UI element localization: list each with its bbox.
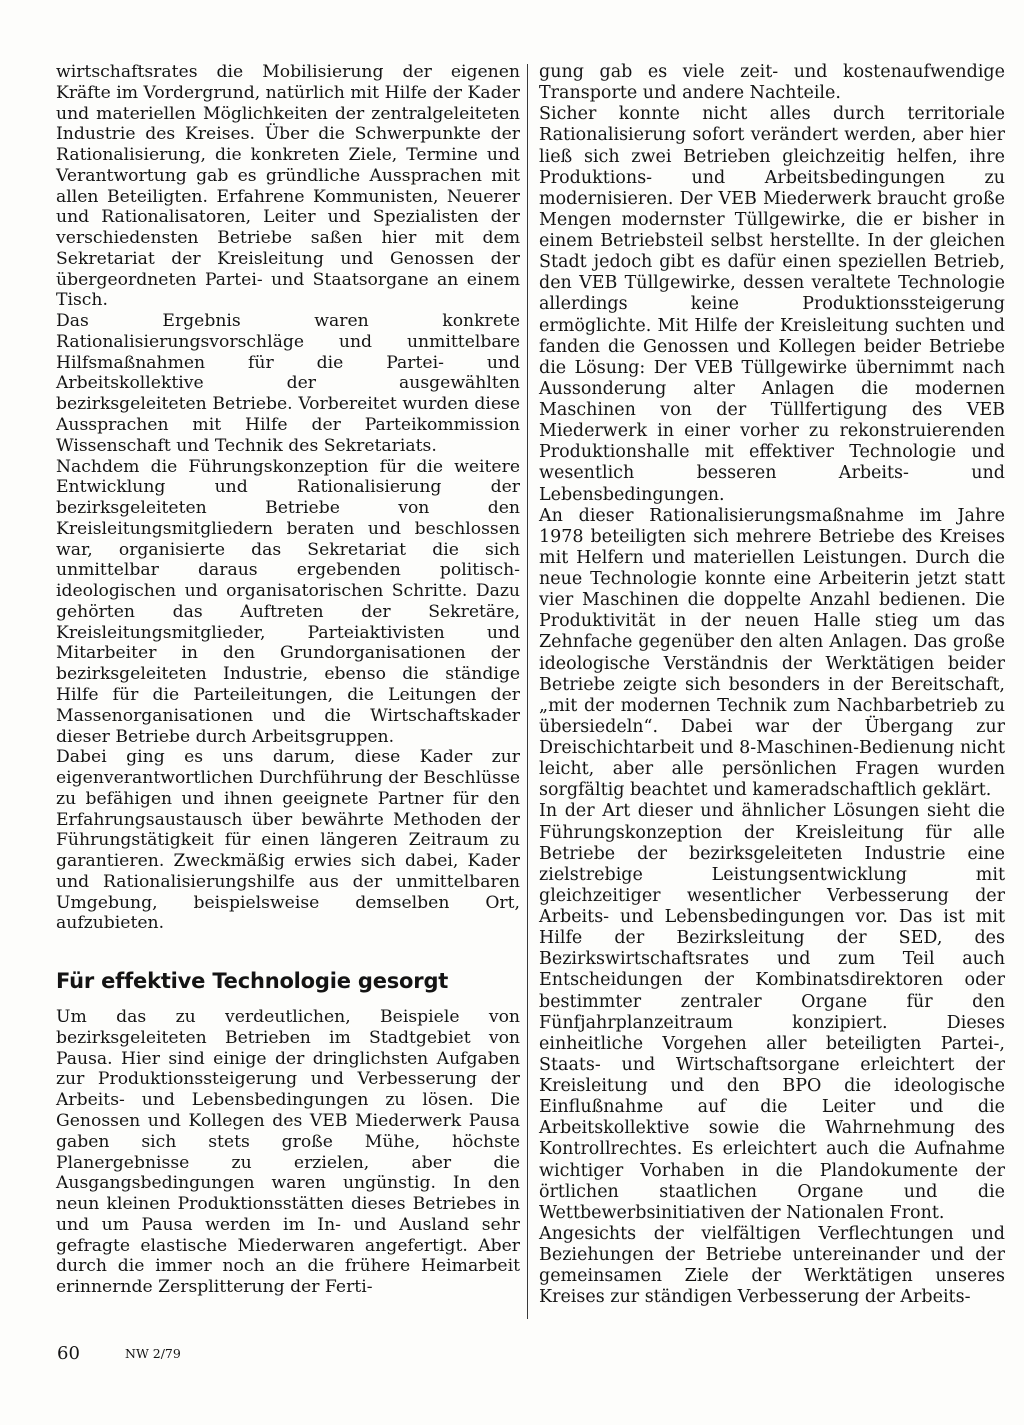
section-heading: Für effektive Technologie gesorgt [56, 969, 449, 994]
paragraph: Angesichts der vielfältigen Verflechtungen und Beziehungen der Betriebe untereinander und der gemeinsamen Ziele der Werktätigen unseres Kreises zur ständigen Verbesserung der Arbeits- [539, 1223, 1005, 1308]
paragraph: gung gab es viele zeit- und kostenaufwendige Transporte und andere Nachteile. [539, 62, 1005, 104]
paragraph: Nachdem die Führungskonzeption für die weitere Entwicklung und Rationalisierung der bezirksgeleiteten Betriebe von den Kreisleitungsmitgliedern beraten und beschlossen war, organisierte das Sekretariat die sich unmittelbar daraus ergebenden politisch-ideologischen und organisatorischen Schritte. Dazu gehörten das Auftreten der Sekretäre, Kreisleitungsmitglieder, Parteiaktivisten und Mitarbeiter in den Grundorganisationen der bezirksgeleiteten Industrie, ebenso die ständige Hilfe für die Parteileitungen, die Leitungen der Massenorganisationen und die Wirtschaftskader dieser Betriebe durch Arbeitsgruppen. [56, 456, 520, 747]
page-number: 60 [57, 1343, 80, 1364]
paragraph: Das Ergebnis waren konkrete Rationalisierungsvorschläge und unmittelbare Hilfsmaßnahmen für die Partei- und Arbeitskollektive der ausgewählten bezirksgeleiteten Betriebe. Vorbereitet wurden diese Aussprachen mit Hilfe der Parteikommission Wissenschaft und Technik des Sekretariats. [56, 311, 520, 456]
paragraph: wirtschaftsrates die Mobilisierung der eigenen Kräfte im Vordergrund, natürlich mit Hilfe der Kader und materiellen Möglichkeiten der zentralgeleiteten Industrie des Kreises. Über die Schwerpunkte der Rationalisierung, die konkreten Ziele, Termine und Verantwortung gab es gründliche Aussprachen mit allen Beteiligten. Erfahrene Kommunisten, Neuerer und Rationalisatoren, Leiter und Spezialisten der verschiedensten Betriebe saßen hier mit dem Sekretariat der Kreisleitung und Genossen der übergeordneten Partei- und Staatsorgane an einem Tisch. [56, 62, 520, 311]
paragraph: Sicher konnte nicht alles durch territoriale Rationalisierung sofort verändert werden, aber hier ließ sich zwei Betrieben gleichzeitig helfen, ihre Produktions- und Arbeitsbedingungen zu modernisieren. Der VEB Miederwerk braucht große Mengen modernster Tüllgewirke, die er bisher in einem Betriebsteil selbst herstellte. In der gleichen Stadt jedoch gibt es dafür einen speziellen Betrieb, den VEB Tüllgewirke, dessen veraltete Technologie allerdings keine Produktionssteigerung ermöglichte. Mit Hilfe der Kreisleitung suchten und fanden die Genossen und Kollegen beider Betriebe die Lösung: Der VEB Tüllgewirke übernimmt nach Aussonderung alter Anlagen die modernen Maschinen von der Tüllfertigung des VEB Miederwerk in einer vorher zu rekonstruierenden Produktionshalle mit effektiver Technologie und wesentlich besseren Arbeits- und Lebensbedingungen. [539, 104, 1005, 505]
column-divider [527, 64, 528, 1319]
left-column [56, 62, 520, 1298]
page-footer [57, 1343, 181, 1364]
paragraph: Dabei ging es uns darum, diese Kader zur eigenverantwortlichen Durchführung der Beschlüsse zu befähigen und ihnen geeignete Partner für den Erfahrungsaustausch über bewährte Methoden der Führungstätigkeit für einen längeren Zeitraum zu garantieren. Zweckmäßig erwies sich dabei, Kader und Rationalisierungshilfe aus der unmittelbaren Umgebung, beispielsweise demselben Ort, aufzubieten. [56, 747, 520, 934]
issue-label: NW 2/79 [125, 1346, 181, 1361]
right-column [539, 62, 1005, 1308]
paragraph: Um das zu verdeutlichen, Beispiele von bezirksgeleiteten Betrieben im Stadtgebiet von Pausa. Hier sind einige der dringlichsten Aufgaben zur Produktionssteigerung und Verbesserung der Arbeits- und Lebensbedingungen zu lösen. Die Genossen und Kollegen des VEB Miederwerk Pausa gaben sich stets große Mühe, höchste Planergebnisse zu erzielen, aber die Ausgangsbedingungen waren ungünstig. In den neun kleinen Produktionsstätten dieses Betriebes in und um Pausa werden im In- und Ausland sehr gefragte elastische Miederwaren angefertigt. Aber durch die immer noch an die frühere Heimarbeit erinnernde Zersplitterung der Ferti- [56, 1007, 520, 1298]
paragraph: In der Art dieser und ähnlicher Lösungen sieht die Führungskonzeption der Kreisleitung für alle Betriebe der bezirksgeleiteten Industrie eine zielstrebige Leistungsentwicklung mit gleichzeitiger wesentlicher Verbesserung der Arbeits- und Lebensbedingungen vor. Das ist mit Hilfe der Bezirksleitung der SED, des Bezirkswirtschaftsrates und zum Teil auch Entscheidungen der Kombinatsdirektoren oder bestimmter zentraler Organe für den Fünfjahrplanzeitraum konzipiert. Dieses einheitliche Vorgehen aller beteiligten Partei-, Staats- und Wirtschaftsorgane erleichtert der Kreisleitung und den BPO die ideologische Einflußnahme auf die Leiter und die Arbeitskollektive sowie die Wahrnehmung des Kontrollrechtes. Es erleichtert auch die Aufnahme wichtiger Vorhaben in die Plandokumente der örtlichen staatlichen Organe und die Wettbewerbsinitiativen der Nationalen Front. [539, 801, 1005, 1223]
paragraph: An dieser Rationalisierungsmaßnahme im Jahre 1978 beteiligten sich mehrere Betriebe des Kreises mit Helfern und materiellen Leistungen. Durch die neue Technologie konnte eine Arbeiterin jetzt statt vier Maschinen die doppelte Anzahl bedienen. Die Produktivität in der neuen Halle stieg um das Zehnfache gegenüber den alten Anlagen. Das große ideologische Verständnis der Werktätigen beider Betriebe zeigte sich besonders in der Bereitschaft, „mit der modernen Technik zum Nachbarbetrieb zu übersiedeln“. Dabei war der Übergang zur Dreischichtarbeit und 8-Maschinen-Bedienung nicht leicht, aber alle persönlichen Fragen wurden sorgfältig beachtet und kameradschaftlich geklärt. [539, 505, 1005, 801]
